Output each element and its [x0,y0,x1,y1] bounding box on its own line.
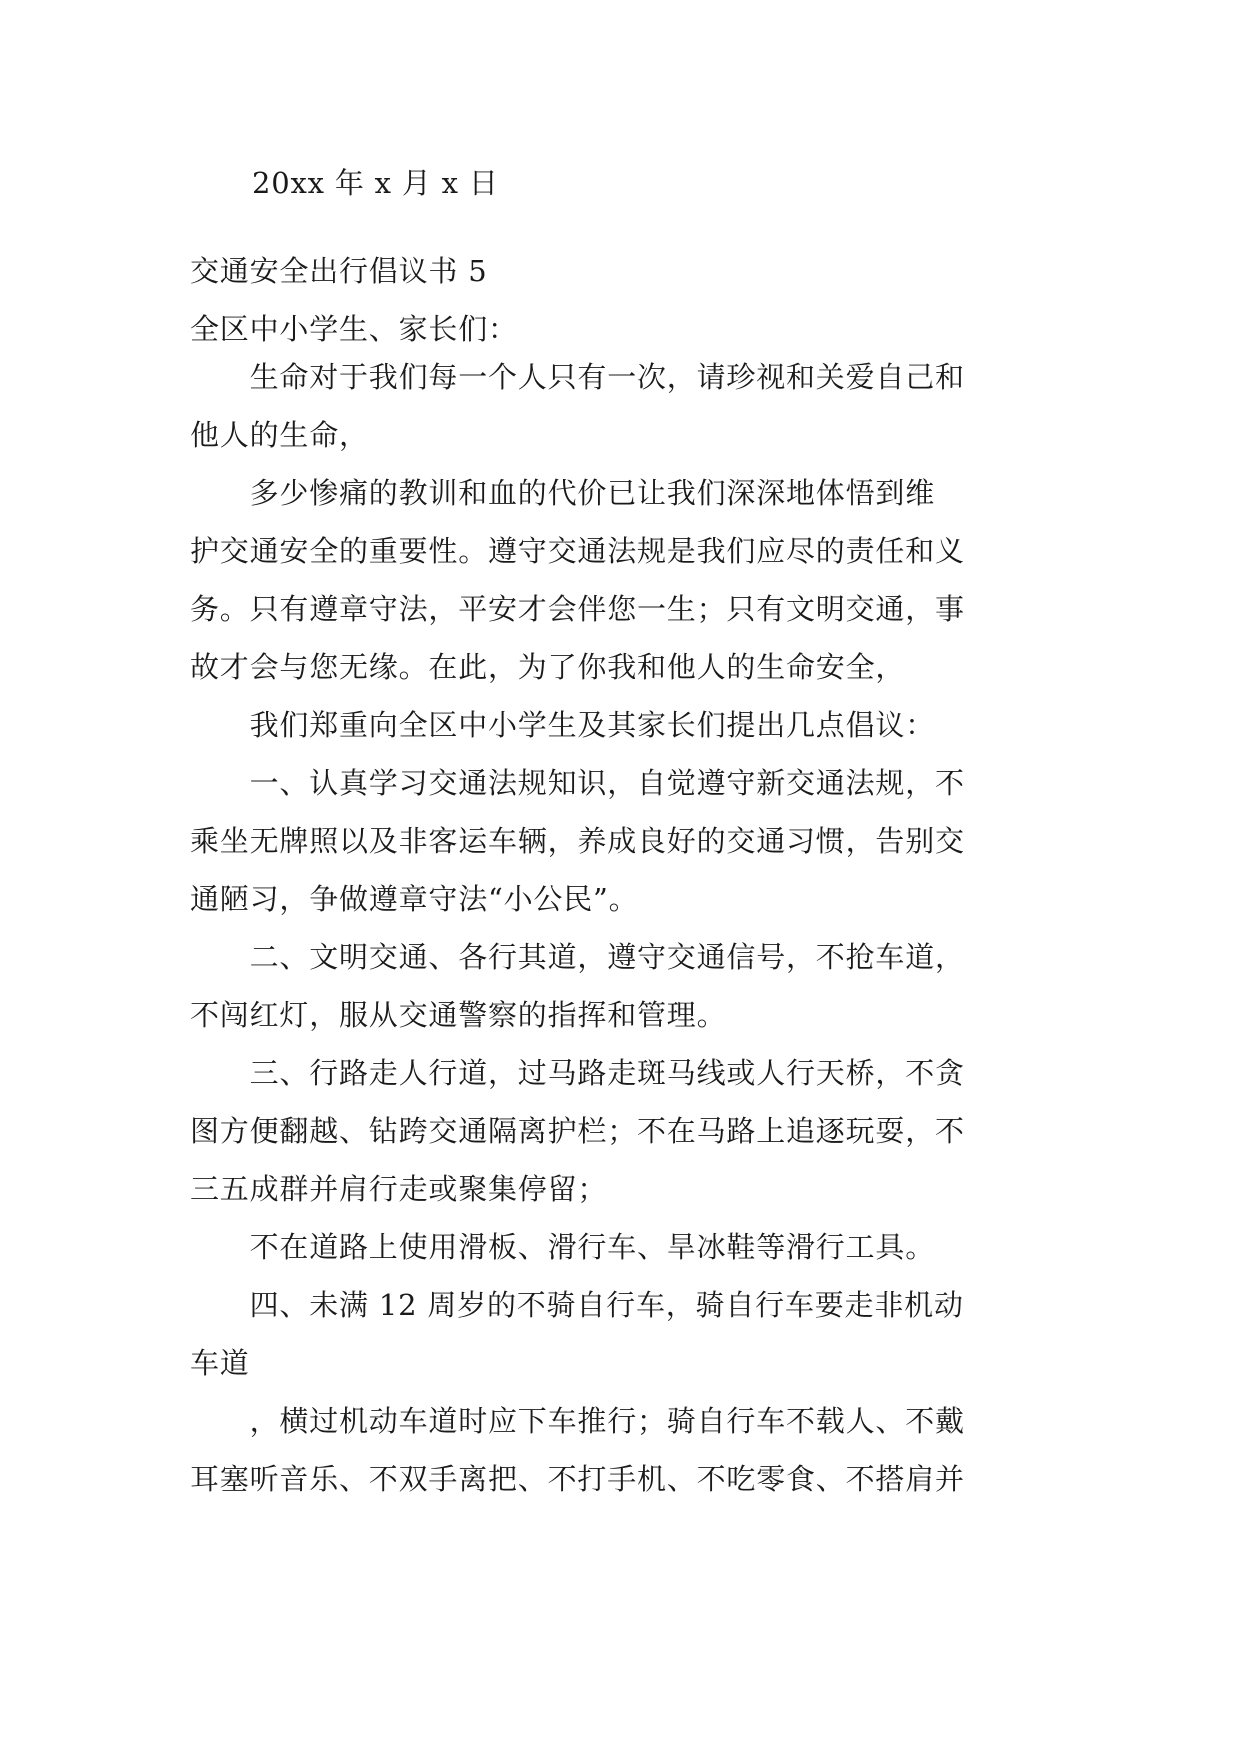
date-text: 20xx 年 x 月 x 日 [252,166,499,200]
text-line: ，横过机动车道时应下车推行；骑自行车不载人、不戴 [190,1404,965,1438]
text-line: 车道 [190,1346,250,1380]
text-line: 二、文明交通、各行其道，遵守交通信号，不抢车道， [190,940,965,974]
text-line: 故才会与您无缘。在此，为了你我和他人的生命安全， [190,650,906,684]
text-line: 四、未满 12 周岁的不骑自行车，骑自行车要走非机动 [190,1288,964,1322]
text-line: 他人的生命， [190,418,369,452]
date-line [190,154,1050,212]
text-line: 不闯红灯，服从交通警察的指挥和管理。 [190,998,727,1032]
text-line: 三五成群并肩行走或聚集停留； [190,1172,608,1206]
text-line: 耳塞听音乐、不双手离把、不打手机、不吃零食、不搭肩并 [190,1462,965,1496]
text-line: 一、认真学习交通法规知识，自觉遵守新交通法规，不 [190,766,965,800]
text-line: 乘坐无牌照以及非客运车辆，养成良好的交通习惯，告别交 [190,824,965,858]
text-line: 护交通安全的重要性。遵守交通法规是我们应尽的责任和义 [190,534,965,568]
body-text [190,348,1050,1508]
text-line: 通陋习，争做遵章守法“小公民”。 [190,882,639,916]
text-line: 不在道路上使用滑板、滑行车、旱冰鞋等滑行工具。 [190,1230,936,1264]
text-line: 三、行路走人行道，过马路走斑马线或人行天桥，不贪 [190,1056,965,1090]
document-header [190,242,1050,358]
text-line: 生命对于我们每一个人只有一次，请珍视和关爱自己和 [190,360,965,394]
text-line: 多少惨痛的教训和血的代价已让我们深深地体悟到维 [190,476,936,510]
text-line: 我们郑重向全区中小学生及其家长们提出几点倡议： [190,708,936,742]
document-title: 交通安全出行倡议书 5 [190,254,488,288]
salutation: 全区中小学生、家长们： [190,312,518,346]
text-line: 务。只有遵章守法，平安才会伴您一生；只有文明交通，事 [190,592,965,626]
text-line: 图方便翻越、钻跨交通隔离护栏；不在马路上追逐玩耍，不 [190,1114,965,1148]
